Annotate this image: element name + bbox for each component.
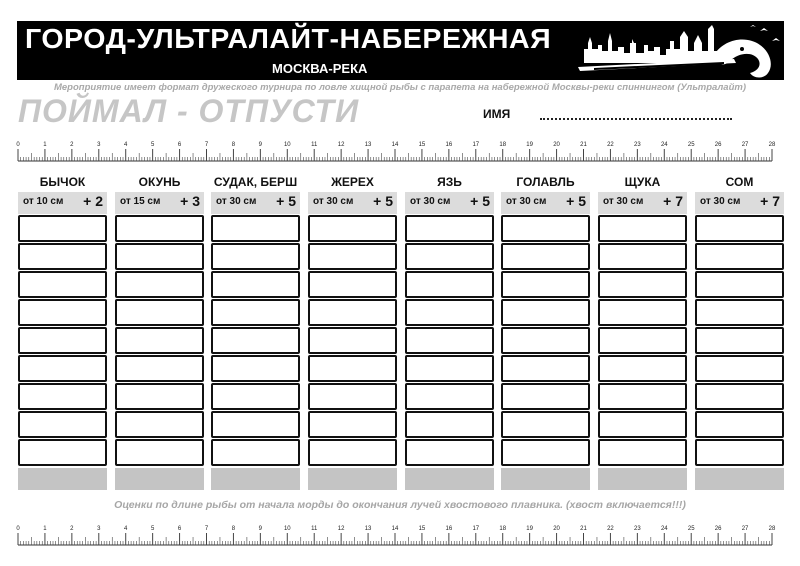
- points-value: + 7: [760, 193, 780, 209]
- catch-entry-cell[interactable]: [695, 383, 784, 410]
- catch-and-release-slogan: ПОЙМАЛ - ОТПУСТИ: [18, 93, 360, 129]
- points-value: + 7: [663, 193, 683, 209]
- catch-entry-cell[interactable]: [695, 271, 784, 298]
- catch-entry-cell[interactable]: [115, 355, 204, 382]
- ruler-label: 14: [391, 526, 399, 532]
- ruler-label: 3: [97, 526, 101, 532]
- catch-entry-cell[interactable]: [405, 299, 494, 326]
- catch-entry-cell[interactable]: [405, 327, 494, 354]
- ruler-label: 14: [391, 142, 399, 148]
- ruler-label: 28: [768, 142, 776, 148]
- min-length: от 30 см: [700, 196, 741, 207]
- name-label: ИМЯ: [483, 107, 511, 121]
- ruler-label: 16: [445, 526, 453, 532]
- catch-entry-cell[interactable]: [405, 439, 494, 466]
- catch-entry-cell[interactable]: [18, 271, 107, 298]
- ruler-label: 6: [177, 142, 182, 148]
- catch-entry-cell[interactable]: [211, 327, 300, 354]
- ruler-label: 2: [70, 142, 74, 148]
- catch-entry-cell[interactable]: [18, 243, 107, 270]
- min-length: от 15 см: [120, 196, 161, 207]
- ruler-label: 1: [43, 526, 47, 532]
- catch-entry-cell[interactable]: [18, 355, 107, 382]
- points-value: + 2: [83, 193, 103, 209]
- ruler-label: 27: [741, 142, 749, 148]
- ruler-label: 25: [687, 526, 695, 532]
- ruler-label: 8: [231, 526, 236, 532]
- catch-entry-cell[interactable]: [308, 299, 397, 326]
- catch-entry-cell[interactable]: [115, 383, 204, 410]
- page-title: ГОРОД-УЛЬТРАЛАЙТ-НАБЕРЕЖНАЯ: [25, 23, 552, 54]
- ruler-label: 2: [70, 526, 74, 532]
- catch-entry-cell[interactable]: [598, 383, 687, 410]
- catch-entry-cell[interactable]: [115, 411, 204, 438]
- ruler-label: 0: [16, 142, 20, 148]
- ruler-label: 22: [607, 526, 614, 532]
- ruler-label: 20: [553, 526, 560, 532]
- catch-entry-cell[interactable]: [501, 383, 590, 410]
- ruler-label: 0: [16, 526, 20, 532]
- catch-entry-cell[interactable]: [695, 411, 784, 438]
- column-total-cell[interactable]: [115, 468, 204, 490]
- catch-entry-cell[interactable]: [308, 439, 397, 466]
- catch-entry-cell[interactable]: [598, 411, 687, 438]
- ruler-label: 5: [150, 526, 155, 532]
- catch-entry-cell[interactable]: [115, 215, 204, 242]
- catch-entry-cell[interactable]: [598, 439, 687, 466]
- catch-entry-cell[interactable]: [115, 299, 204, 326]
- ruler-label: 24: [660, 526, 668, 532]
- column-total-cell[interactable]: [405, 468, 494, 490]
- ruler-label: 8: [231, 142, 236, 148]
- catch-entry-cell[interactable]: [501, 355, 590, 382]
- catch-entry-cell[interactable]: [501, 299, 590, 326]
- catch-entry-cell[interactable]: [405, 243, 494, 270]
- measuring-ruler-bottom: [14, 517, 786, 547]
- column-total-cell[interactable]: [211, 468, 300, 490]
- fish-name: ЖЕРЕХ: [331, 175, 374, 189]
- ruler-label: 20: [553, 142, 560, 148]
- ruler-label: 6: [177, 526, 182, 532]
- catch-entry-cell[interactable]: [211, 215, 300, 242]
- catch-entry-cell[interactable]: [501, 327, 590, 354]
- ruler-label: 26: [714, 142, 722, 148]
- points-value: + 3: [180, 193, 200, 209]
- catch-entry-cell[interactable]: [308, 327, 397, 354]
- column-total-cell[interactable]: [598, 468, 687, 490]
- catch-entry-cell[interactable]: [405, 271, 494, 298]
- header-banner: [17, 21, 784, 80]
- city-skyline-fish-logo: [574, 21, 784, 80]
- catch-entry-cell[interactable]: [695, 299, 784, 326]
- ruler-label: 7: [204, 142, 209, 148]
- min-length: от 10 см: [23, 196, 64, 207]
- catch-entry-cell[interactable]: [308, 383, 397, 410]
- catch-entry-cell[interactable]: [18, 215, 107, 242]
- ruler-label: 3: [97, 142, 101, 148]
- ruler-label: 23: [634, 526, 641, 532]
- catch-entry-cell[interactable]: [598, 327, 687, 354]
- catch-entry-cell[interactable]: [308, 271, 397, 298]
- ruler-label: 9: [258, 526, 263, 532]
- ruler-label: 15: [418, 142, 426, 148]
- points-value: + 5: [470, 193, 490, 209]
- catch-entry-cell[interactable]: [501, 243, 590, 270]
- min-length: от 30 см: [506, 196, 547, 207]
- ruler-label: 1: [43, 142, 47, 148]
- catch-entry-cell[interactable]: [115, 243, 204, 270]
- catch-entry-cell[interactable]: [695, 355, 784, 382]
- catch-entry-cell[interactable]: [598, 271, 687, 298]
- catch-entry-cell[interactable]: [115, 439, 204, 466]
- catch-entry-cell[interactable]: [211, 439, 300, 466]
- catch-entry-cell[interactable]: [211, 383, 300, 410]
- catch-entry-cell[interactable]: [405, 383, 494, 410]
- catch-entry-cell[interactable]: [308, 243, 397, 270]
- catch-entry-cell[interactable]: [405, 411, 494, 438]
- min-length: от 30 см: [313, 196, 354, 207]
- ruler-label: 11: [311, 142, 318, 148]
- catch-entry-cell[interactable]: [211, 411, 300, 438]
- catch-entry-cell[interactable]: [18, 299, 107, 326]
- fish-name: ОКУНЬ: [138, 175, 181, 189]
- ruler-label: 10: [283, 526, 291, 532]
- points-value: + 5: [566, 193, 586, 209]
- catch-entry-cell[interactable]: [695, 439, 784, 466]
- min-length: от 30 см: [603, 196, 644, 207]
- catch-entry-cell[interactable]: [115, 271, 204, 298]
- catch-entry-cell[interactable]: [501, 271, 590, 298]
- column-total-cell[interactable]: [308, 468, 397, 490]
- ruler-label: 10: [283, 142, 291, 148]
- min-length: от 30 см: [410, 196, 451, 207]
- ruler-label: 7: [204, 526, 209, 532]
- ruler-label: 17: [472, 142, 480, 148]
- ruler-label: 15: [418, 526, 426, 532]
- catch-entry-cell[interactable]: [598, 299, 687, 326]
- catch-entry-cell[interactable]: [501, 439, 590, 466]
- measuring-ruler-top: [14, 135, 786, 163]
- points-value: + 5: [276, 193, 296, 209]
- ruler-label: 21: [580, 526, 587, 532]
- ruler-label: 4: [124, 526, 128, 532]
- ruler-label: 5: [150, 142, 155, 148]
- ruler-label: 21: [580, 142, 587, 148]
- ruler-label: 11: [311, 526, 318, 532]
- catch-entry-cell[interactable]: [308, 355, 397, 382]
- ruler-label: 12: [337, 142, 345, 148]
- catch-entry-cell[interactable]: [115, 327, 204, 354]
- catch-entry-cell[interactable]: [308, 411, 397, 438]
- catch-entry-cell[interactable]: [18, 439, 107, 466]
- catch-entry-cell[interactable]: [695, 327, 784, 354]
- catch-entry-cell[interactable]: [598, 243, 687, 270]
- fish-name: СОМ: [725, 175, 754, 189]
- fish-name: БЫЧОК: [39, 175, 86, 189]
- catch-entry-cell[interactable]: [18, 327, 107, 354]
- fish-name: ЩУКА: [624, 175, 661, 189]
- catch-entry-cell[interactable]: [695, 243, 784, 270]
- fish-name: ЯЗЬ: [437, 175, 462, 189]
- min-length: от 30 см: [216, 196, 257, 207]
- fish-name: ГОЛАВЛЬ: [516, 175, 575, 189]
- catch-entry-cell[interactable]: [211, 243, 300, 270]
- catch-entry-cell[interactable]: [405, 215, 494, 242]
- catch-entry-cell[interactable]: [18, 411, 107, 438]
- ruler-label: 26: [714, 526, 722, 532]
- column-total-cell[interactable]: [18, 468, 107, 490]
- catch-entry-cell[interactable]: [308, 215, 397, 242]
- catch-entry-cell[interactable]: [598, 355, 687, 382]
- catch-entry-cell[interactable]: [405, 355, 494, 382]
- catch-entry-cell[interactable]: [18, 383, 107, 410]
- ruler-label: 18: [499, 142, 507, 148]
- catch-entry-cell[interactable]: [598, 215, 687, 242]
- column-total-cell[interactable]: [695, 468, 784, 490]
- catch-entry-cell[interactable]: [501, 411, 590, 438]
- ruler-label: 12: [337, 526, 345, 532]
- event-description: Мероприятие имеет формат дружеского турнира по ловле хищной рыбы с парапета на набережной Москвы-реки спиннингом (Ультралайт): [53, 82, 747, 93]
- page-subtitle: МОСКВА-РЕКА: [272, 61, 368, 76]
- ruler-label: 4: [124, 142, 128, 148]
- points-value: + 5: [373, 193, 393, 209]
- catch-entry-cell[interactable]: [211, 299, 300, 326]
- ruler-label: 17: [472, 526, 480, 532]
- measurement-note: Оценки по длине рыбы от начала морды до окончания лучей хвостового плавника. (хвост включается!!!): [114, 499, 686, 511]
- catch-entry-cell[interactable]: [211, 271, 300, 298]
- ruler-label: 19: [526, 526, 533, 532]
- ruler-label: 16: [445, 142, 453, 148]
- catch-entry-cell[interactable]: [695, 215, 784, 242]
- fish-name: СУДАК, БЕРШ: [213, 175, 298, 189]
- column-total-cell[interactable]: [501, 468, 590, 490]
- catch-entry-cell[interactable]: [211, 355, 300, 382]
- ruler-label: 9: [258, 142, 263, 148]
- ruler-label: 25: [687, 142, 695, 148]
- ruler-label: 22: [607, 142, 614, 148]
- ruler-label: 24: [660, 142, 668, 148]
- ruler-label: 28: [768, 526, 776, 532]
- ruler-label: 27: [741, 526, 749, 532]
- ruler-label: 19: [526, 142, 533, 148]
- name-input-line[interactable]: [540, 118, 732, 120]
- catch-entry-cell[interactable]: [501, 215, 590, 242]
- ruler-label: 13: [364, 526, 372, 532]
- ruler-label: 13: [364, 142, 372, 148]
- ruler-label: 18: [499, 526, 507, 532]
- ruler-label: 23: [634, 142, 641, 148]
